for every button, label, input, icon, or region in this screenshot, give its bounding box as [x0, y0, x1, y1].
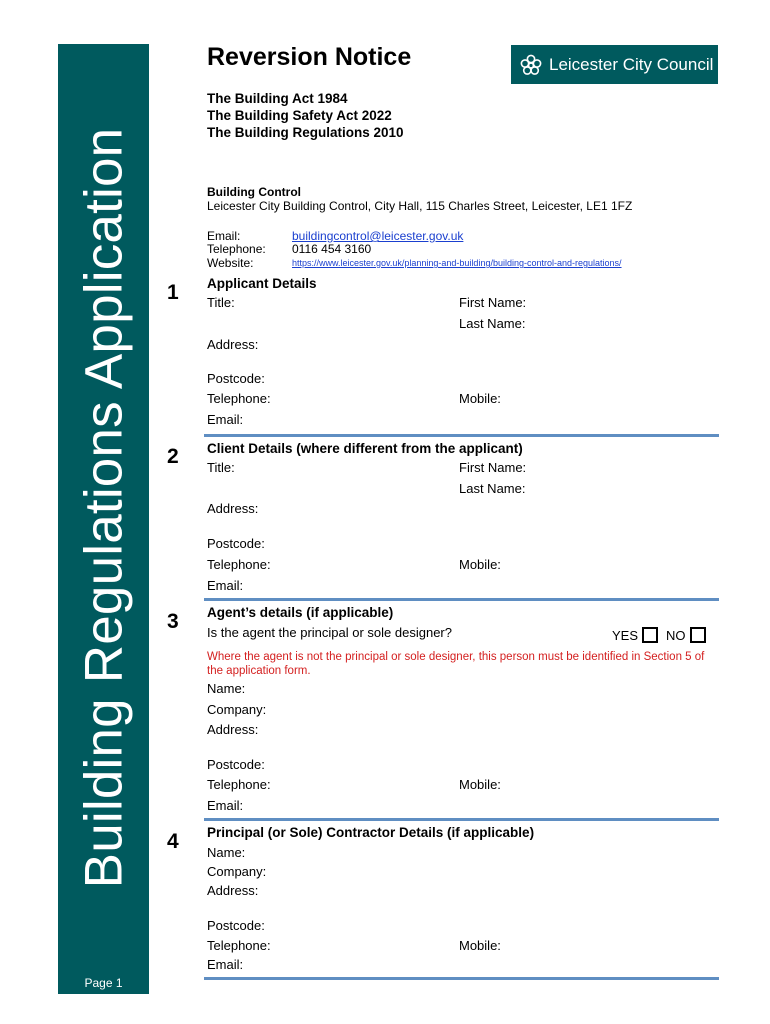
email-link[interactable]: buildingcontrol@leicester.gov.uk: [292, 229, 464, 243]
company-label: Company:: [207, 864, 267, 879]
no-label: NO: [666, 627, 686, 643]
section-heading: Applicant Details: [207, 276, 317, 291]
email-label: Email:: [207, 957, 244, 972]
building-control-address: Leicester City Building Control, City Hall, 115 Charles Street, Leicester, LE1 1FZ: [207, 199, 633, 213]
yes-checkbox[interactable]: [642, 627, 658, 643]
section-divider: [204, 598, 719, 601]
page-title: Reversion Notice: [207, 43, 412, 71]
telephone-label: Telephone:: [207, 557, 271, 572]
agent-designer-question: Is the agent the principal or sole designer?: [207, 625, 452, 640]
mobile-label: Mobile:: [459, 557, 501, 572]
title-label: Title:: [207, 460, 235, 475]
address-label: Address:: [207, 883, 259, 898]
act-item: The Building Act 1984: [207, 91, 348, 106]
mobile-label: Mobile:: [459, 777, 501, 792]
building-control-heading: Building Control: [207, 185, 301, 199]
section-heading: Principal (or Sole) Contractor Details (if applicable): [207, 825, 535, 840]
section-divider: [204, 818, 719, 821]
email-label: Email:: [207, 412, 244, 427]
name-label: Name:: [207, 681, 246, 696]
section-number: 3: [167, 610, 179, 633]
postcode-label: Postcode:: [207, 918, 265, 933]
sidebar-title: Building Regulations Application: [74, 127, 134, 889]
act-item: The Building Safety Act 2022: [207, 108, 392, 123]
address-label: Address:: [207, 337, 259, 352]
title-label: Title:: [207, 295, 235, 310]
council-logo: [511, 45, 718, 84]
last-name-label: Last Name:: [459, 481, 526, 496]
first-name-label: First Name:: [459, 295, 527, 310]
email-label: Email:: [207, 798, 244, 813]
company-label: Company:: [207, 702, 267, 717]
section-number: 1: [167, 281, 179, 304]
acts-list: [207, 90, 404, 141]
postcode-label: Postcode:: [207, 371, 265, 386]
telephone-label: Telephone:: [207, 938, 271, 953]
postcode-label: Postcode:: [207, 757, 265, 772]
rose-icon: [519, 53, 543, 77]
email-label: Email:: [207, 229, 241, 243]
page-number: Page 1: [84, 976, 123, 990]
yes-label: YES: [612, 627, 639, 643]
website-label: Website:: [207, 256, 254, 270]
postcode-label: Postcode:: [207, 536, 265, 551]
last-name-label: Last Name:: [459, 316, 526, 331]
section-divider: [204, 977, 719, 980]
act-item: The Building Regulations 2010: [207, 125, 404, 140]
yes-no-choice: [612, 627, 714, 643]
mobile-label: Mobile:: [459, 391, 501, 406]
section-heading: Agent’s details (if applicable): [207, 605, 394, 620]
telephone-label: Telephone:: [207, 777, 271, 792]
name-label: Name:: [207, 845, 246, 860]
first-name-label: First Name:: [459, 460, 527, 475]
section-number: 4: [167, 830, 179, 853]
telephone-value: 0116 454 3160: [292, 242, 372, 256]
agent-note: Where the agent is not the principal or sole designer, this person must be identified in Section 5 of the application form.: [207, 651, 705, 677]
no-checkbox[interactable]: [690, 627, 706, 643]
logo-text: Leicester City Council: [549, 54, 714, 74]
section-divider: [204, 434, 719, 437]
section-number: 2: [167, 445, 179, 468]
website-link[interactable]: https://www.leicester.gov.uk/planning-and-building/building-control-and-regulations/: [292, 258, 622, 268]
section-heading: Client Details (where different from the applicant): [207, 441, 523, 456]
address-label: Address:: [207, 722, 259, 737]
telephone-label: Telephone:: [207, 242, 266, 256]
email-label: Email:: [207, 578, 244, 593]
address-label: Address:: [207, 501, 259, 516]
mobile-label: Mobile:: [459, 938, 501, 953]
telephone-label: Telephone:: [207, 391, 271, 406]
